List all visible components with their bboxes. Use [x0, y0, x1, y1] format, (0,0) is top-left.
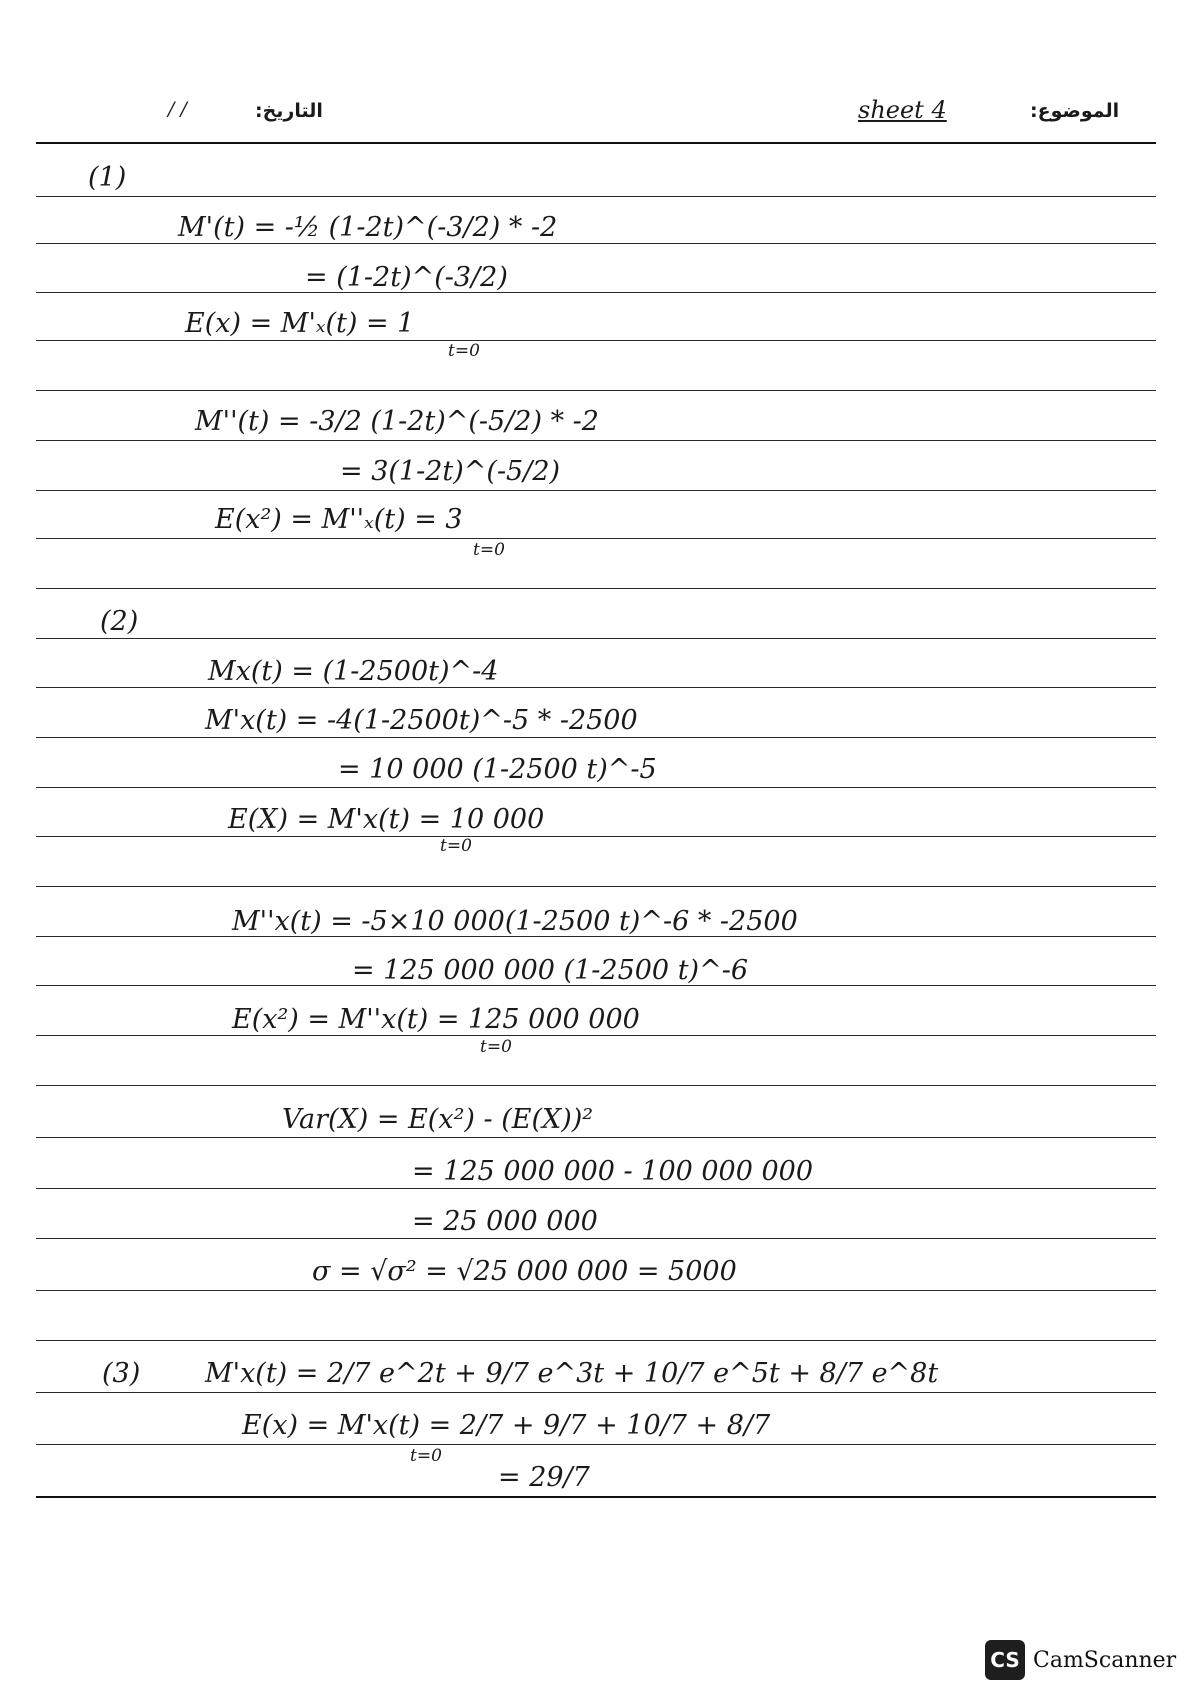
p2-line-7: E(x²) = M''x(t) = 125 000 000 — [232, 1004, 640, 1035]
problem-1-number: (1) — [88, 162, 127, 193]
p1-line-2: = (1-2t)^(-3/2) — [305, 262, 508, 293]
ruled-line — [36, 490, 1156, 491]
ruled-line — [36, 737, 1156, 738]
camscanner-logo-icon: CS — [985, 1640, 1025, 1680]
p1-subscript-a: t=0 — [448, 341, 480, 361]
problem-2-number: (2) — [100, 606, 139, 637]
ruled-line — [36, 886, 1156, 887]
ruled-line — [36, 390, 1156, 391]
ruled-line — [36, 1238, 1156, 1239]
ruled-line — [36, 638, 1156, 639]
p2-line-2: M'x(t) = -4(1-2500t)^-5 * -2500 — [205, 705, 638, 736]
p1-line-1: M'(t) = -½ (1-2t)^(-3/2) * -2 — [178, 212, 558, 243]
p2-line-3: = 10 000 (1-2500 t)^-5 — [338, 754, 657, 785]
ruled-line — [36, 836, 1156, 837]
p3-line-2: E(x) = M'x(t) = 2/7 + 9/7 + 10/7 + 8/7 — [242, 1410, 771, 1441]
ruled-line — [36, 340, 1156, 341]
p2-subscript-a: t=0 — [440, 836, 472, 856]
ruled-line — [36, 687, 1156, 688]
p1-line-5: = 3(1-2t)^(-5/2) — [340, 456, 561, 487]
ruled-line — [36, 243, 1156, 244]
ruled-line — [36, 196, 1156, 197]
p1-line-6: E(x²) = M''ₓ(t) = 3 — [215, 504, 463, 535]
ruled-line — [36, 440, 1156, 441]
subject-label: الموضوع: — [1030, 100, 1120, 122]
header-rule — [36, 142, 1156, 144]
ruled-line — [36, 1444, 1156, 1445]
p3-line-1: M'x(t) = 2/7 e^2t + 9/7 e^3t + 10/7 e^5t + 8/7 e^8t — [205, 1358, 939, 1389]
p3-line-3: = 29/7 — [498, 1462, 590, 1493]
ruled-line — [36, 588, 1156, 589]
p2-line-5: M''x(t) = -5×10 000(1-2500 t)^-6 * -2500 — [232, 906, 798, 937]
camscanner-brand: CamScanner — [1033, 1648, 1177, 1673]
p2-subscript-b: t=0 — [480, 1037, 512, 1057]
subject-value: sheet 4 — [858, 96, 947, 124]
ruled-line — [36, 1392, 1156, 1393]
date-value: / / — [168, 98, 187, 120]
p2-line-10: = 25 000 000 — [412, 1206, 598, 1237]
ruled-line — [36, 787, 1156, 788]
p2-line-6: = 125 000 000 (1-2500 t)^-6 — [352, 955, 748, 986]
ruled-line — [36, 1137, 1156, 1138]
bottom-rule — [36, 1496, 1156, 1498]
ruled-line — [36, 1340, 1156, 1341]
ruled-line — [36, 538, 1156, 539]
p1-subscript-b: t=0 — [473, 540, 505, 560]
ruled-line — [36, 1290, 1156, 1291]
ruled-line — [36, 292, 1156, 293]
p1-line-3: E(x) = M'ₓ(t) = 1 — [185, 308, 415, 339]
p2-line-8: Var(X) = E(x²) - (E(X))² — [282, 1104, 594, 1135]
ruled-line — [36, 1188, 1156, 1189]
ruled-line — [36, 1085, 1156, 1086]
p2-line-9: = 125 000 000 - 100 000 000 — [412, 1156, 814, 1187]
p2-line-4: E(X) = M'x(t) = 10 000 — [228, 804, 545, 835]
p2-line-1: Mx(t) = (1-2500t)^-4 — [208, 656, 499, 687]
p1-line-4: M''(t) = -3/2 (1-2t)^(-5/2) * -2 — [195, 406, 599, 437]
problem-3-number: (3) — [102, 1358, 141, 1389]
date-label: التاريخ: — [255, 100, 323, 122]
ruled-line — [36, 1035, 1156, 1036]
p2-line-11: σ = √σ² = √25 000 000 = 5000 — [312, 1256, 737, 1287]
p3-subscript: t=0 — [410, 1446, 442, 1466]
